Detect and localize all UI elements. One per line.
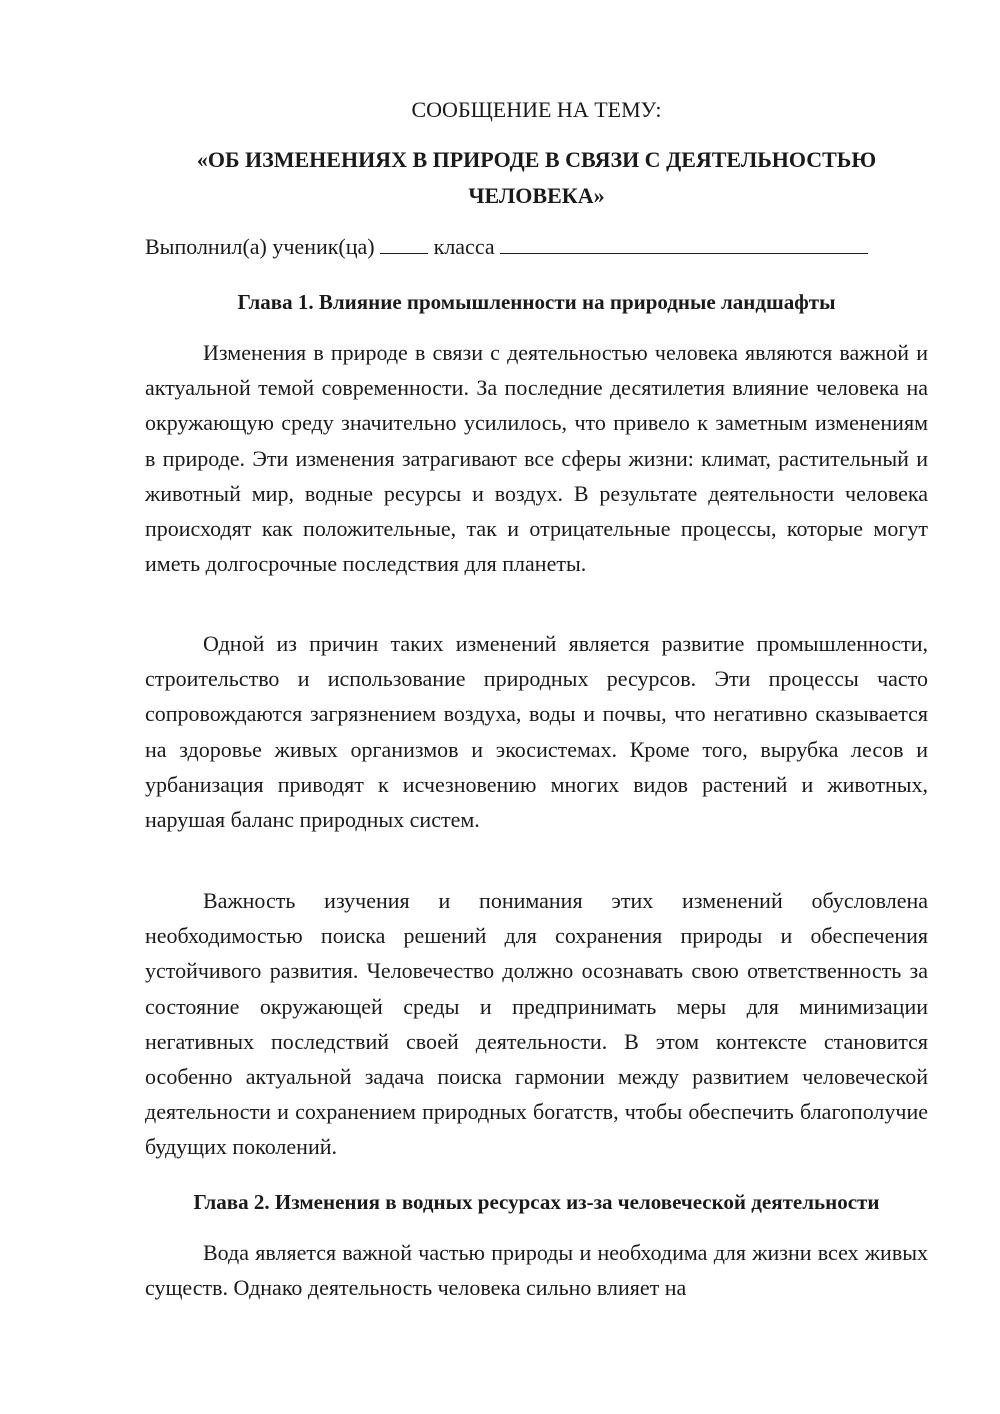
chapter1-paragraph-1: Изменения в природе в связи с деятельностью человека являются важной и актуальной темой современности. За последние десятилетия влияние человека на окружающую среду значительно усилилось, что привело к заметным изменениям в природе. Эти изменения затрагивают все сферы жизни: климат, растительный и животный мир, водные ресурсы и воздух. В результате деятельности человека происходят как положительные, так и отрицательные процессы, которые могут иметь долгосрочные последствия для планеты. — [145, 340, 928, 577]
chapter1-heading: Глава 1. Влияние промышленности на природные ландшафты — [237, 290, 836, 314]
grade-blank — [380, 231, 428, 254]
chapter2-paragraph-1: Вода является важной частью природы и необходима для жизни всех живых существ. Однако деятельность человека сильно влияет на — [145, 1240, 928, 1301]
document-title-line1: СООБЩЕНИЕ НА ТЕМУ: — [411, 97, 662, 122]
author-line — [145, 231, 928, 262]
author-prefix: Выполнил(а) ученик(ца) — [145, 234, 375, 259]
document-title-line2: «ОБ ИЗМЕНЕНИЯХ В ПРИРОДЕ В СВЯЗИ С ДЕЯТЕЛЬНОСТЬЮ ЧЕЛОВЕКА» — [196, 147, 877, 208]
chapter2-heading: Глава 2. Изменения в водных ресурсах из-за человеческой деятельности — [193, 1190, 880, 1214]
chapter1-paragraph-3: Важность изучения и понимания этих изменений обусловлена необходимостью поиска решений для сохранения природы и обеспечения устойчивого развития. Человечество должно осознавать свою ответственность за состояние окружающей среды и предпринимать меры для минимизации негативных последствий своей деятельности. В этом контексте становится особенно актуальной задача поиска гармонии между развитием человеческой деятельности и сохранением природных богатств, чтобы обеспечить благополучие будущих поколений. — [145, 888, 928, 1160]
author-class-label: класса — [433, 234, 495, 259]
chapter1-paragraph-2: Одной из причин таких изменений является развитие промышленности, строительство и использование природных ресурсов. Эти процессы часто сопровождаются загрязнением воздуха, воды и почвы, что негативно сказывается на здоровье живых организмов и экосистемах. Кроме того, вырубка лесов и урбанизация приводят к исчезновению многих видов растений и животных, нарушая баланс природных систем. — [145, 631, 928, 833]
name-blank — [500, 231, 868, 254]
